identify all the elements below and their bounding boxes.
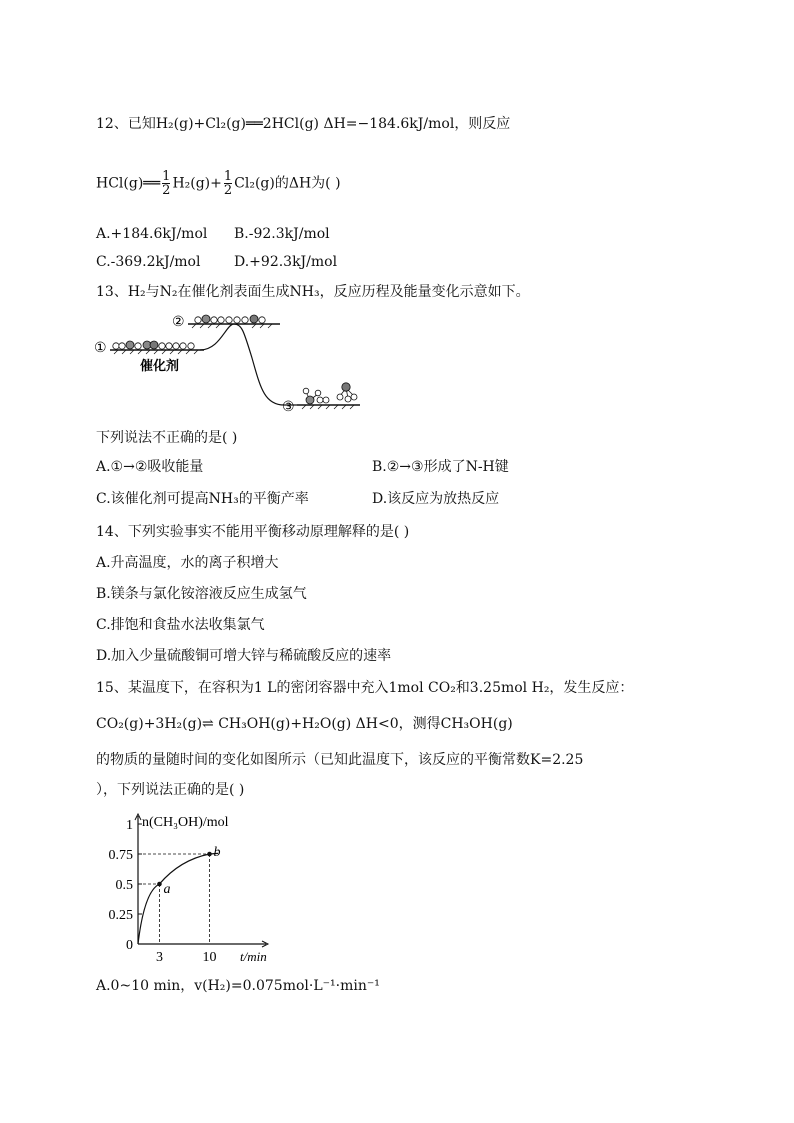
y-tick-label: 0 [126,938,133,953]
q12-h2: H₂(g)+ [172,175,222,192]
q12-option-d[interactable]: D.+92.3kJ/mol [234,254,338,270]
q15-reaction: CO₂(g)+3H₂(g)⇌ CH₃OH(g)+H₂O(g) ΔH<0，测得CH₃OH(g) [96,716,513,732]
q13-option-c[interactable]: C.该催化剂可提高NH₃的平衡产率 [96,491,309,507]
q14-option-a[interactable]: A.升高温度，水的离子积增大 [96,555,279,571]
q12-line1 [96,114,510,134]
q12-fraction-2: $\frac{1}{2}$ [223,169,233,198]
y-tick-label: 0.5 [115,878,133,893]
q15-line3: 的物质的量随时间的变化如图所示（已知此温度下，该反应的平衡常数K=2.25 [96,752,584,768]
q13-stem: 13、H₂与N₂在催化剂表面生成NH₃，反应历程及能量变化示意如下。 [96,284,530,300]
q13-option-d[interactable]: D.该反应为放热反应 [372,491,500,507]
point-label-a: a [163,882,171,897]
ch3oh-time-chart [100,810,280,968]
energy-curve [200,324,297,405]
x-tick-label: 3 [155,950,163,965]
q12-given-equation: H₂(g)+Cl₂(g)══2HCl(g) ΔH=−184.6kJ/mol [155,116,455,132]
q12-reaction-left: HCl(g)══ [96,175,161,192]
y-tick-label: 1 [126,818,133,833]
q15-stem: 15、某温度下，在容积为1 L的密闭容器中充入1mol CO₂和3.25mol H₂，发生反应： [96,680,634,696]
q13-option-b[interactable]: B.②→③形成了N-H键 [372,459,509,475]
q12-suffix: ，则反应 [454,116,511,132]
point-label-b: b [213,845,221,860]
q12-prefix: 12、已知 [96,116,156,132]
q12-ask: 的ΔH为( ) [274,175,341,192]
q12-line2 [96,170,341,197]
stage-label-2: ② [172,315,185,330]
point-a [157,882,162,887]
q12-option-b[interactable]: B.-92.3kJ/mol [234,226,330,242]
stage3-molecules [303,383,357,404]
stage-label-3: ③ [282,400,295,414]
x-tick-label: 10 [202,950,217,965]
stage-label-1: ① [94,341,107,356]
reaction-energy-diagram [92,308,372,414]
q12-option-a[interactable]: A.+184.6kJ/mol [96,226,208,242]
ch3oh-curve [138,853,218,944]
y-tick-label: 0.75 [108,848,133,863]
point-b [207,852,212,857]
stage2-molecules [195,315,265,323]
q14-option-b[interactable]: B.镁条与氯化铵溶液反应生成氢气 [96,586,307,602]
q12-option-c[interactable]: C.-369.2kJ/mol [96,254,201,270]
y-axis-label: n(CH₃OH)/mol [142,815,229,830]
x-axis-label: t/min [240,949,267,964]
q14-stem: 14、下列实验事实不能用平衡移动原理解释的是( ) [96,524,410,540]
q15-option-a[interactable]: A.0~10 min，v(H₂)=0.075mol·L⁻¹·min⁻¹ [96,978,380,994]
q14-option-c[interactable]: C.排饱和食盐水法收集氯气 [96,617,265,633]
catalyst-label: 催化剂 [140,359,180,374]
q12-fraction-1: $\frac{1}{2}$ [162,169,171,198]
q12-cl2: Cl₂(g) [234,175,275,192]
q13-question: 下列说法不正确的是( ) [96,430,238,446]
q13-option-a[interactable]: A.①→②吸收能量 [96,459,204,475]
q14-option-d[interactable]: D.加入少量硫酸铜可增大锌与稀硫酸反应的速率 [96,648,392,664]
stage1-molecules [113,341,194,349]
y-tick-label: 0.25 [108,908,133,923]
q15-line4: ），下列说法正确的是( ) [96,782,245,798]
